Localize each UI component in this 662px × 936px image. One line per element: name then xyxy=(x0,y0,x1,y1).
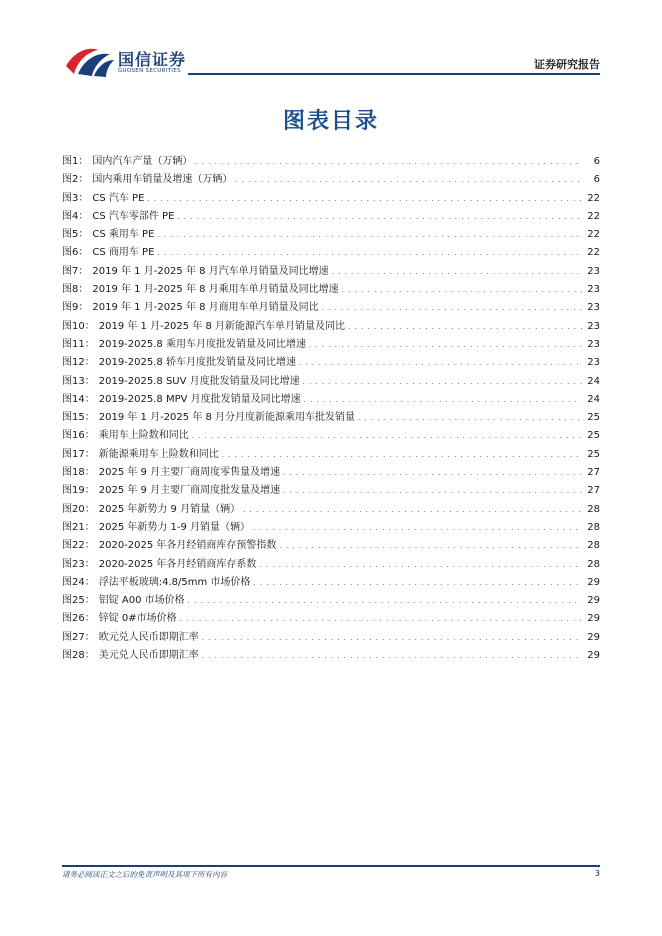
toc-entry-label: 新能源乘用车上险数和同比 xyxy=(98,448,219,460)
footer-divider xyxy=(62,865,600,867)
toc-entry-page: 29 xyxy=(587,650,600,662)
toc-entry[interactable] xyxy=(62,537,600,555)
toc-entry[interactable] xyxy=(62,354,600,372)
toc-entry[interactable] xyxy=(62,574,600,592)
toc-leader-dots xyxy=(240,501,582,519)
toc-entry-number: 图1： xyxy=(62,156,89,167)
toc-entry[interactable] xyxy=(62,427,600,445)
toc-entry-number: 图9： xyxy=(62,302,89,314)
table-of-figures xyxy=(62,153,600,665)
toc-entry-page: 25 xyxy=(587,448,600,460)
toc-entry-page: 29 xyxy=(587,631,600,643)
toc-entry-number: 图23： xyxy=(62,558,95,570)
toc-entry-label: CS 乘用车 PE xyxy=(92,229,155,241)
toc-entry-label: 2019-2025.8 乘用车月度批发销量及同比增速 xyxy=(98,338,306,350)
toc-entry-page: 22 xyxy=(587,210,600,222)
toc-entry-page: 27 xyxy=(587,485,600,497)
page-number: 3 xyxy=(594,869,600,878)
toc-leader-dots xyxy=(185,592,582,610)
toc-leader-dots xyxy=(355,409,582,427)
toc-leader-dots xyxy=(250,519,582,537)
toc-entry-page: 29 xyxy=(587,613,600,625)
toc-leader-dots xyxy=(306,336,582,354)
toc-entry-number: 图17： xyxy=(62,448,95,460)
toc-leader-dots xyxy=(199,629,582,647)
toc-entry-label: 2020-2025 年各月经销商库存预警指数 xyxy=(98,540,277,552)
toc-entry[interactable] xyxy=(62,501,600,519)
toc-entry-number: 图19： xyxy=(62,485,95,497)
toc-entry[interactable] xyxy=(62,373,600,391)
toc-entry-page: 28 xyxy=(587,521,600,533)
toc-entry-number: 图15： xyxy=(62,412,95,424)
toc-entry-number: 图21： xyxy=(62,521,95,533)
toc-entry[interactable] xyxy=(62,299,600,317)
toc-entry-label: 锌锭 0#市场价格 xyxy=(98,613,177,625)
toc-entry-page: 29 xyxy=(587,595,600,607)
toc-leader-dots xyxy=(301,391,582,409)
toc-entry-page: 6 xyxy=(593,174,600,186)
toc-entry-number: 图14： xyxy=(62,393,95,405)
toc-entry-number: 图5： xyxy=(62,229,89,241)
toc-leader-dots xyxy=(345,318,582,336)
toc-leader-dots xyxy=(144,190,582,208)
toc-entry-page: 29 xyxy=(587,576,600,588)
toc-entry-label: 2019 年 1 月-2025 年 8 月分月度新能源乘用车批发销量 xyxy=(98,412,356,424)
toc-entry-page: 27 xyxy=(587,467,600,479)
toc-entry-page: 22 xyxy=(587,247,600,259)
guosen-logo-icon xyxy=(64,44,116,78)
header-divider xyxy=(188,73,600,75)
toc-entry-number: 图27： xyxy=(62,631,95,643)
toc-entry-label: 2019-2025.8 MPV 月度批发销量及同比增速 xyxy=(98,393,301,405)
toc-leader-dots xyxy=(296,354,582,372)
toc-entry-page: 23 xyxy=(587,338,600,350)
toc-leader-dots xyxy=(177,610,582,628)
toc-entry-label: 2019 年 1 月-2025 年 8 月新能源汽车单月销量及同比 xyxy=(98,320,346,332)
page-header xyxy=(0,0,662,80)
toc-leader-dots xyxy=(339,281,582,299)
toc-entry-label: 美元兑人民币即期汇率 xyxy=(98,650,199,662)
toc-entry-number: 图20： xyxy=(62,503,95,515)
toc-leader-dots xyxy=(154,244,582,262)
toc-leader-dots xyxy=(199,647,582,665)
toc-entry[interactable] xyxy=(62,226,600,244)
toc-entry-label: 国内汽车产量（万辆） xyxy=(92,156,193,167)
toc-entry-number: 图24： xyxy=(62,576,95,588)
toc-entry-label: 2025 年新势力 9 月销量（辆） xyxy=(98,503,241,515)
toc-entry-label: 2019 年 1 月-2025 年 8 月商用车单月销量及同比 xyxy=(92,302,319,314)
toc-entry-page: 23 xyxy=(587,302,600,314)
toc-entry-page: 22 xyxy=(587,192,600,204)
toc-entry[interactable] xyxy=(62,464,600,482)
toc-entry-page: 23 xyxy=(587,357,600,369)
toc-entry-label: 2025 年新势力 1-9 月销量（辆） xyxy=(98,521,251,533)
toc-leader-dots xyxy=(319,299,582,317)
toc-leader-dots xyxy=(256,556,582,574)
toc-leader-dots xyxy=(276,537,582,555)
toc-leader-dots xyxy=(300,373,582,391)
toc-leader-dots xyxy=(154,226,582,244)
toc-entry-label: 国内乘用车销量及增速（万辆） xyxy=(92,174,233,186)
toc-entry[interactable] xyxy=(62,208,600,226)
toc-leader-dots xyxy=(192,153,582,171)
toc-entry-page: 23 xyxy=(587,320,600,332)
toc-entry-label: 2019 年 1 月-2025 年 8 月汽车单月销量及同比增速 xyxy=(92,265,329,277)
toc-entry[interactable] xyxy=(62,263,600,281)
toc-entry[interactable] xyxy=(62,647,600,665)
toc-entry-number: 图25： xyxy=(62,595,95,607)
toc-leader-dots xyxy=(329,263,582,281)
toc-leader-dots xyxy=(189,427,582,445)
toc-leader-dots xyxy=(232,171,582,189)
toc-entry[interactable] xyxy=(62,281,600,299)
toc-entry[interactable] xyxy=(62,482,600,500)
toc-entry[interactable] xyxy=(62,171,600,189)
toc-entry-page: 23 xyxy=(587,284,600,296)
toc-leader-dots xyxy=(250,574,582,592)
toc-entry-label: 2020-2025 年各月经销商库存系数 xyxy=(98,558,257,570)
toc-entry-page: 6 xyxy=(593,156,600,167)
toc-entry-page: 22 xyxy=(587,229,600,241)
toc-entry-label: 2019-2025.8 轿车月度批发销量及同比增速 xyxy=(98,357,296,369)
toc-leader-dots xyxy=(219,446,582,464)
toc-leader-dots xyxy=(174,208,582,226)
toc-entry[interactable] xyxy=(62,190,600,208)
toc-entry-number: 图13： xyxy=(62,375,95,387)
toc-entry[interactable] xyxy=(62,556,600,574)
toc-entry-label: 浮法平板玻璃:4.8/5mm 市场价格 xyxy=(98,576,251,588)
footer-disclaimer: 请务必阅读正文之后的免责声明及其项下所有内容 xyxy=(62,870,227,879)
toc-entry[interactable] xyxy=(62,336,600,354)
toc-entry-label: 乘用车上险数和同比 xyxy=(98,430,189,442)
toc-entry[interactable] xyxy=(62,610,600,628)
toc-entry-page: 24 xyxy=(587,393,600,405)
toc-entry-number: 图7： xyxy=(62,265,89,277)
page-title: 图表目录 xyxy=(282,109,379,134)
toc-entry-number: 图22： xyxy=(62,540,95,552)
toc-entry-label: 欧元兑人民币即期汇率 xyxy=(98,631,199,643)
toc-entry-label: 2019 年 1 月-2025 年 8 月乘用车单月销量及同比增速 xyxy=(92,284,339,296)
toc-entry[interactable] xyxy=(62,592,600,610)
toc-entry-number: 图28： xyxy=(62,650,95,662)
toc-entry-number: 图10： xyxy=(62,320,95,332)
toc-entry-page: 25 xyxy=(587,430,600,442)
report-type: 证券研究报告 xyxy=(534,58,600,71)
toc-leader-dots xyxy=(280,464,582,482)
toc-entry-page: 25 xyxy=(587,412,600,424)
toc-entry-label: 2025 年 9 月主要厂商周度零售量及增速 xyxy=(98,467,281,479)
toc-entry-number: 图16： xyxy=(62,430,95,442)
toc-entry-page: 28 xyxy=(587,503,600,515)
toc-entry-label: 铝锭 A00 市场价格 xyxy=(98,595,185,607)
toc-entry-number: 图4： xyxy=(62,210,89,222)
toc-entry[interactable] xyxy=(62,244,600,262)
toc-entry-number: 图8： xyxy=(62,284,89,296)
toc-entry-label: CS 商用车 PE xyxy=(92,247,155,259)
toc-entry-page: 28 xyxy=(587,540,600,552)
toc-entry-number: 图26： xyxy=(62,613,95,625)
toc-entry-label: CS 汽车零部件 PE xyxy=(92,210,175,222)
toc-entry-number: 图12： xyxy=(62,357,95,369)
toc-entry-label: CS 汽车 PE xyxy=(92,192,145,204)
toc-entry-page: 23 xyxy=(587,265,600,277)
toc-entry-page: 28 xyxy=(587,558,600,570)
toc-entry-page: 24 xyxy=(587,375,600,387)
toc-entry-label: 2025 年 9 月主要厂商周度批发量及增速 xyxy=(98,485,281,497)
toc-entry-number: 图6： xyxy=(62,247,89,259)
toc-entry[interactable] xyxy=(62,391,600,409)
toc-entry[interactable] xyxy=(62,519,600,537)
toc-entry[interactable] xyxy=(62,409,600,427)
brand-name-en: GUOSEN SECURITIES xyxy=(118,68,181,74)
toc-entry-number: 图2： xyxy=(62,174,89,186)
toc-entry[interactable] xyxy=(62,153,600,171)
toc-entry[interactable] xyxy=(62,629,600,647)
toc-entry-number: 图3： xyxy=(62,192,89,204)
toc-entry-number: 图18： xyxy=(62,467,95,479)
toc-entry[interactable] xyxy=(62,318,600,336)
toc-entry[interactable] xyxy=(62,446,600,464)
toc-entry-number: 图11： xyxy=(62,338,95,350)
toc-entry-label: 2019-2025.8 SUV 月度批发销量及同比增速 xyxy=(98,375,300,387)
brand-name-cn: 国信证券 xyxy=(118,50,187,69)
toc-leader-dots xyxy=(280,482,582,500)
